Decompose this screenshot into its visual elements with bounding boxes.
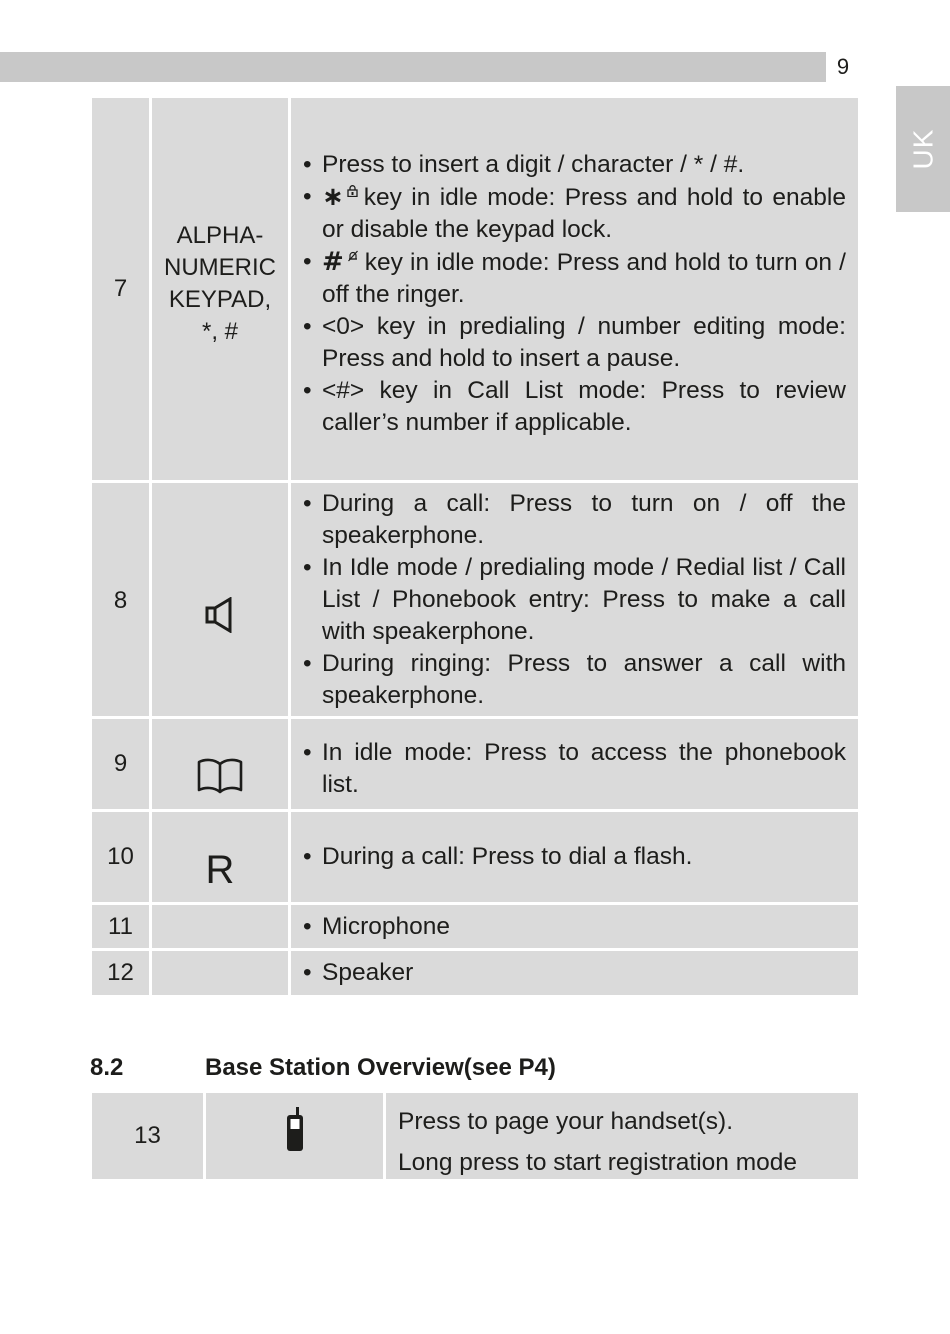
ringer-off-icon (347, 250, 359, 262)
table-row (92, 905, 858, 948)
description-line: Press to page your handset(s). (398, 1108, 734, 1135)
list-item: • During a call: Press to dial a flash. (303, 841, 846, 873)
lock-icon (347, 185, 358, 197)
speaker-icon (204, 597, 236, 633)
phonebook-icon (196, 756, 244, 794)
list-item: • <#> key in Call List mode: Press to review caller’s number if applicable. (303, 375, 846, 439)
page-number: 9 (828, 52, 858, 82)
row-number: 8 (92, 483, 149, 716)
r-key-icon: R (152, 812, 288, 902)
description-line: Long press to start registration mode (398, 1149, 798, 1176)
description (291, 98, 858, 480)
table-row (92, 812, 858, 902)
list-item: • During ringing: Press to answer a call with speakerphone. (303, 648, 846, 712)
list-item: • In idle mode: Press to access the phonebook list. (303, 737, 846, 801)
section-number: 8.2 (90, 1054, 124, 1081)
table-row (92, 483, 858, 716)
row-number: 11 (92, 905, 149, 948)
section-title: Base Station Overview(see P4) (205, 1054, 556, 1081)
key-label (152, 483, 288, 716)
row-number: 13 (92, 1093, 203, 1179)
description (291, 812, 858, 902)
hash-key-icon: # (322, 247, 344, 277)
description (291, 483, 858, 716)
key-label (152, 951, 288, 995)
row-number: 7 (92, 98, 149, 480)
star-key-icon: ∗ (322, 182, 344, 212)
description (291, 905, 858, 948)
row-number: 10 (92, 812, 149, 902)
table-row (92, 951, 858, 995)
header-bar (0, 52, 826, 82)
list-item: • ∗ key in idle mode: Press and hold to enable or disable the keypad lock. (303, 181, 846, 246)
key-label (206, 1093, 383, 1179)
row-number: 12 (92, 951, 149, 995)
description (386, 1093, 858, 1179)
description (291, 951, 858, 995)
base-station-table (92, 1093, 858, 1179)
key-label: ALPHA- NUMERIC KEYPAD, *, # (152, 98, 288, 480)
language-label: UK (907, 128, 938, 170)
handset-icon (286, 1107, 304, 1151)
list-item: • Microphone (303, 911, 846, 943)
description (291, 719, 858, 809)
table-row (92, 719, 858, 809)
list-item: • <0> key in predialing / number editing mode: Press and hold to insert a pause. (303, 311, 846, 375)
list-item: • # key in idle mode: Press and hold to turn on / off the ringer. (303, 246, 846, 311)
table-row (92, 98, 858, 480)
list-item: • During a call: Press to turn on / off the speakerphone. (303, 488, 846, 552)
language-tab (896, 86, 950, 212)
list-item: • Speaker (303, 957, 846, 989)
feature-table (92, 98, 858, 998)
section-heading (90, 1054, 556, 1082)
list-item: • In Idle mode / predialing mode / Redial list / Call List / Phonebook entry: Press to make a call with speakerphone. (303, 552, 846, 648)
key-label (152, 905, 288, 948)
row-number: 9 (92, 719, 149, 809)
list-item: • Press to insert a digit / character / * / #. (303, 149, 846, 181)
key-label (152, 719, 288, 809)
